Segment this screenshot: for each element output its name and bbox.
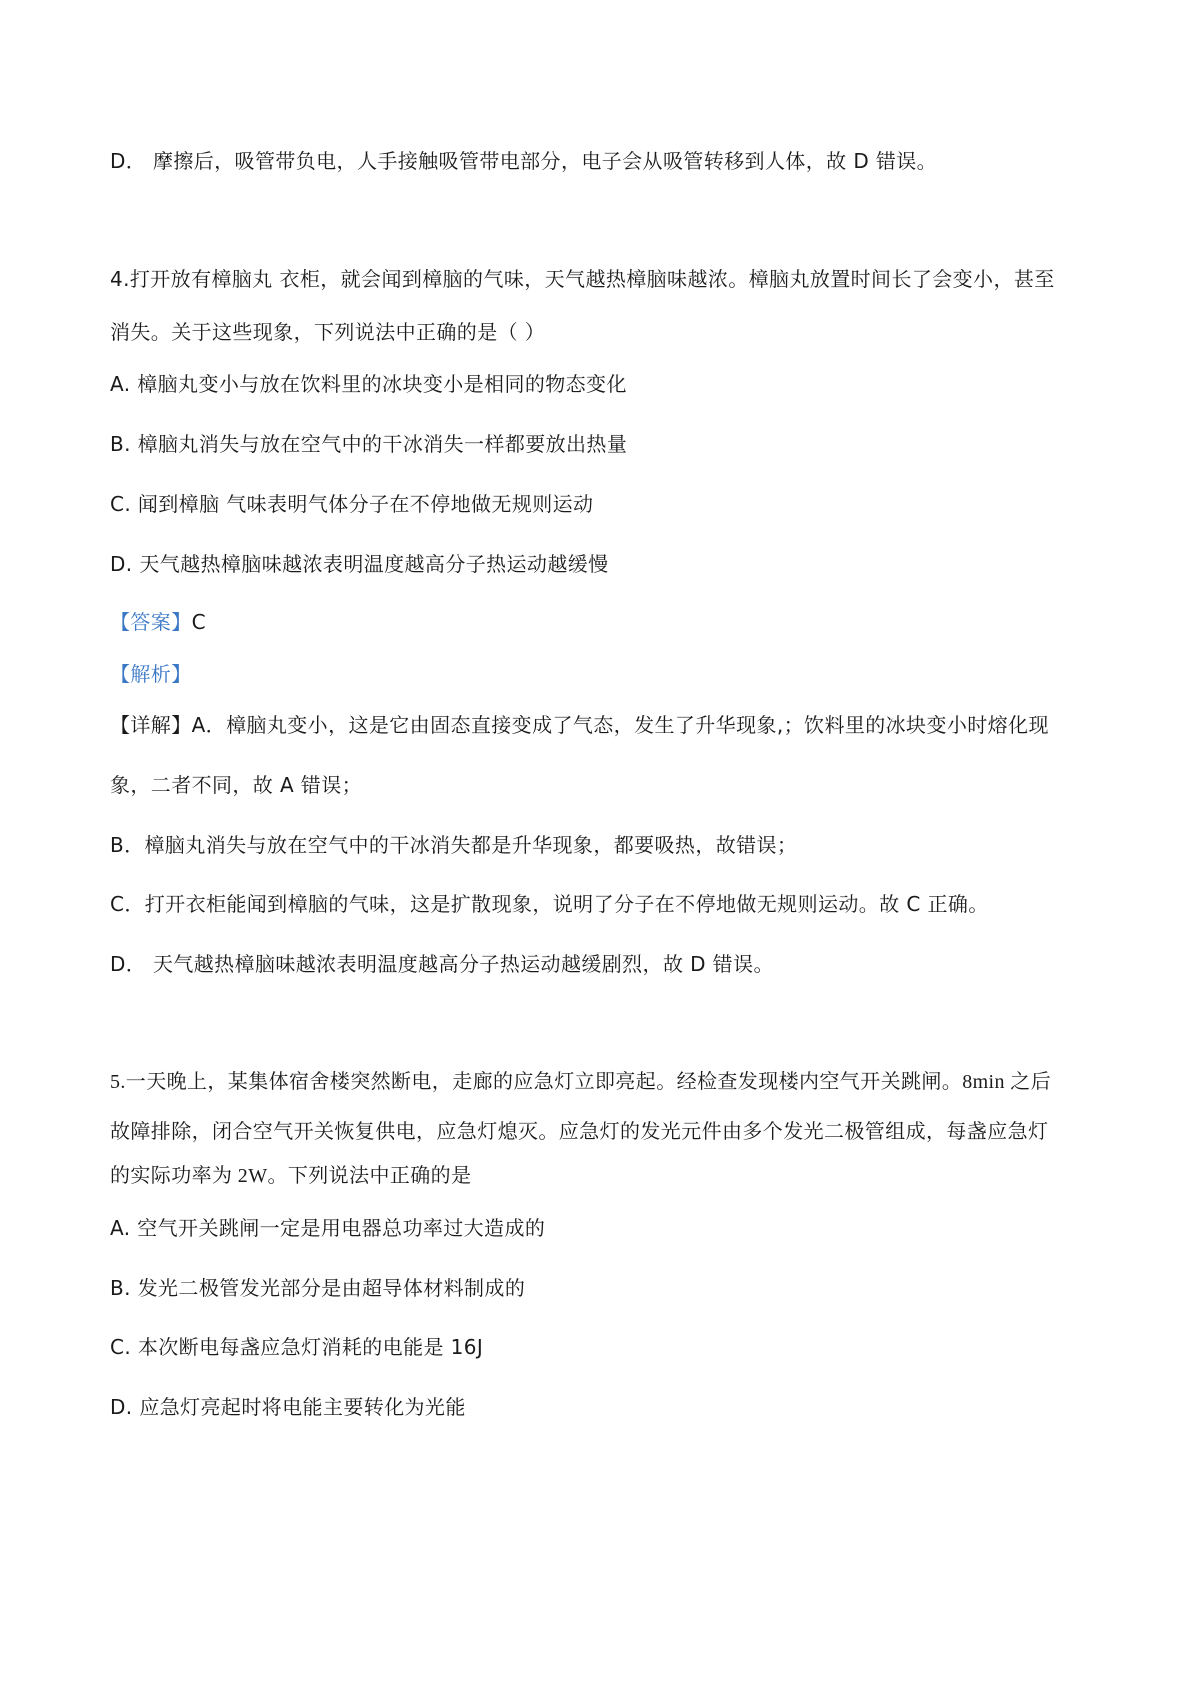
q5-option-c: C. 本次断电每盏应急灯消耗的电能是 16J: [110, 1335, 484, 1359]
q4-stem-line-1: 4.打开放有樟脑丸 衣柜，就会闻到樟脑的气味，天气越热樟脑味越浓。樟脑丸放置时间长了会变小，甚至: [110, 267, 1055, 291]
q4-option-a: A. 樟脑丸变小与放在饮料里的冰块变小是相同的物态变化: [110, 372, 627, 396]
q5-option-b: B. 发光二极管发光部分是由超导体材料制成的: [110, 1276, 526, 1300]
answer-value: C: [191, 610, 206, 634]
prev-option-d: D． 摩擦后，吸管带负电，人手接触吸管带电部分，电子会从吸管转移到人体，故 D 错误。: [110, 149, 938, 173]
q4-answer: [110, 608, 206, 636]
q4-stem-line-2: 消失。关于这些现象，下列说法中正确的是（ ）: [110, 320, 546, 344]
q4-option-b: B. 樟脑丸消失与放在空气中的干冰消失一样都要放出热量: [110, 432, 628, 456]
q5-option-d: D. 应急灯亮起时将电能主要转化为光能: [110, 1395, 466, 1419]
q4-option-c: C. 闻到樟脑 气味表明气体分子在不停地做无规则运动: [110, 492, 594, 516]
q4-detail-c: C．打开衣柜能闻到樟脑的气味，这是扩散现象，说明了分子在不停地做无规则运动。故 C 正确。: [110, 892, 989, 916]
q5-option-a: A. 空气开关跳闸一定是用电器总功率过大造成的: [110, 1216, 546, 1240]
answer-tag: 【答案】: [110, 610, 192, 634]
q4-option-d: D. 天气越热樟脑味越浓表明温度越高分子热运动越缓慢: [110, 552, 609, 576]
q5-stem-line-1: 5.一天晚上，某集体宿舍楼突然断电，走廊的应急灯立即亮起。经检查发现楼内空气开关跳闸。8min 之后: [110, 1071, 1052, 1093]
q5-stem-line-2: 故障排除，闭合空气开关恢复供电，应急灯熄灭。应急灯的发光元件由多个发光二极管组成，每盏应急灯: [110, 1121, 1049, 1143]
q4-detail-line-1: 【详解】A．樟脑丸变小，这是它由固态直接变成了气态，发生了升华现象,；饮料里的冰块变小时熔化现: [110, 713, 1049, 737]
q4-detail-b: B．樟脑丸消失与放在空气中的干冰消失都是升华现象，都要吸热，故错误；: [110, 833, 798, 857]
q4-detail-line-2: 象，二者不同，故 A 错误；: [110, 773, 362, 797]
q4-analysis-tag: 【解析】: [110, 662, 192, 686]
q5-stem-line-3: 的实际功率为 2W。下列说法中正确的是: [110, 1165, 472, 1187]
q4-detail-d: D． 天气越热樟脑味越浓表明温度越高分子热运动越缓剧烈，故 D 错误。: [110, 952, 774, 976]
